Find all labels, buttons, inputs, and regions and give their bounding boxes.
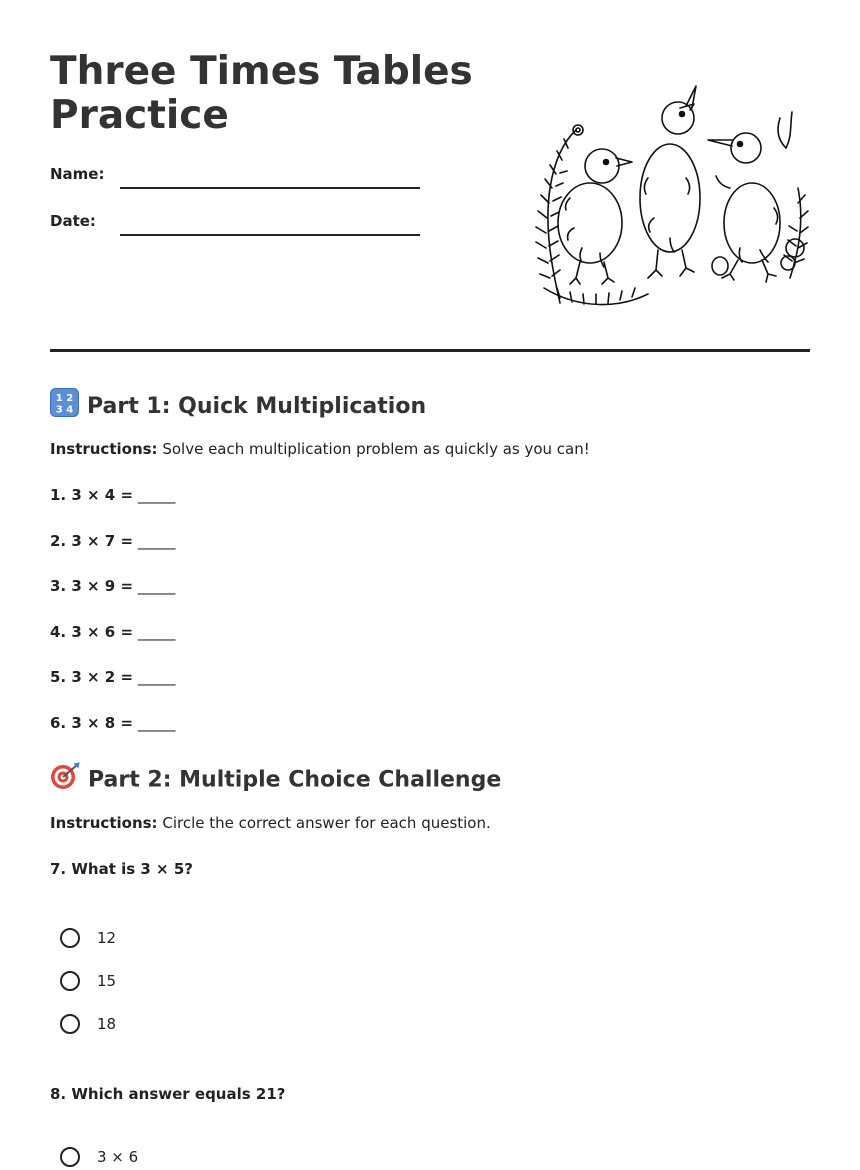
option-12[interactable] [60, 925, 116, 951]
problem-5 [50, 668, 175, 686]
name-field[interactable] [120, 187, 420, 189]
problem-3 [50, 577, 175, 595]
radio-circle[interactable] [60, 1147, 80, 1167]
problem-text: 1. 3 × 4 = [50, 486, 134, 504]
answer-blank[interactable]: _____ [137, 714, 176, 732]
option-label: 18 [97, 1015, 117, 1033]
date-field[interactable] [120, 234, 420, 236]
instructions-text: Circle the correct answer for each question. [162, 814, 491, 832]
radio-circle[interactable] [60, 928, 80, 948]
problem-1 [50, 486, 175, 504]
answer-blank[interactable]: _____ [137, 623, 176, 641]
radio-circle[interactable] [60, 971, 80, 991]
answer-blank[interactable]: _____ [137, 532, 176, 550]
direct-hit-target-icon [50, 762, 80, 799]
problem-text: 3. 3 × 9 = [50, 577, 134, 595]
svg-text:1 2: 1 2 [55, 393, 74, 404]
input-numbers-icon [50, 388, 79, 426]
option-15[interactable] [60, 968, 116, 994]
radio-circle[interactable] [60, 1014, 80, 1034]
part1-title-text: Part 1: Quick Multiplication [87, 394, 427, 419]
problem-text: 4. 3 × 6 = [50, 623, 134, 641]
instructions-text: Solve each multiplication problem as quickly as you can! [162, 440, 590, 458]
instructions-label: Instructions: [50, 814, 158, 832]
svg-text:3 4: 3 4 [55, 404, 74, 416]
problem-text: 5. 3 × 2 = [50, 668, 134, 686]
section-divider [50, 349, 810, 352]
name-label: Name: [50, 165, 105, 183]
date-label: Date: [50, 212, 96, 230]
answer-blank[interactable]: _____ [137, 486, 176, 504]
problem-2 [50, 532, 175, 550]
option-label: 3 × 6 [97, 1148, 139, 1166]
answer-blank[interactable]: _____ [137, 668, 176, 686]
page-title: Three Times Tables Practice [50, 49, 473, 138]
option-label: 15 [97, 972, 117, 990]
instructions-label: Instructions: [50, 440, 158, 458]
part1-title [50, 388, 426, 426]
question-8: 8. Which answer equals 21? [50, 1085, 286, 1103]
problem-6 [50, 714, 175, 732]
part2-title-text: Part 2: Multiple Choice Challenge [88, 767, 502, 793]
part1-instructions [50, 440, 590, 458]
option-3x6[interactable] [60, 1144, 138, 1170]
problem-4 [50, 623, 175, 641]
problem-text: 6. 3 × 8 = [50, 714, 134, 732]
option-label: 12 [97, 929, 117, 947]
answer-blank[interactable]: _____ [137, 577, 176, 595]
kiwi-birds-illustration [530, 78, 812, 312]
part2-title [50, 762, 501, 799]
option-18[interactable] [60, 1011, 116, 1037]
problem-text: 2. 3 × 7 = [50, 532, 134, 550]
part2-instructions [50, 814, 491, 832]
question-7: 7. What is 3 × 5? [50, 860, 193, 878]
